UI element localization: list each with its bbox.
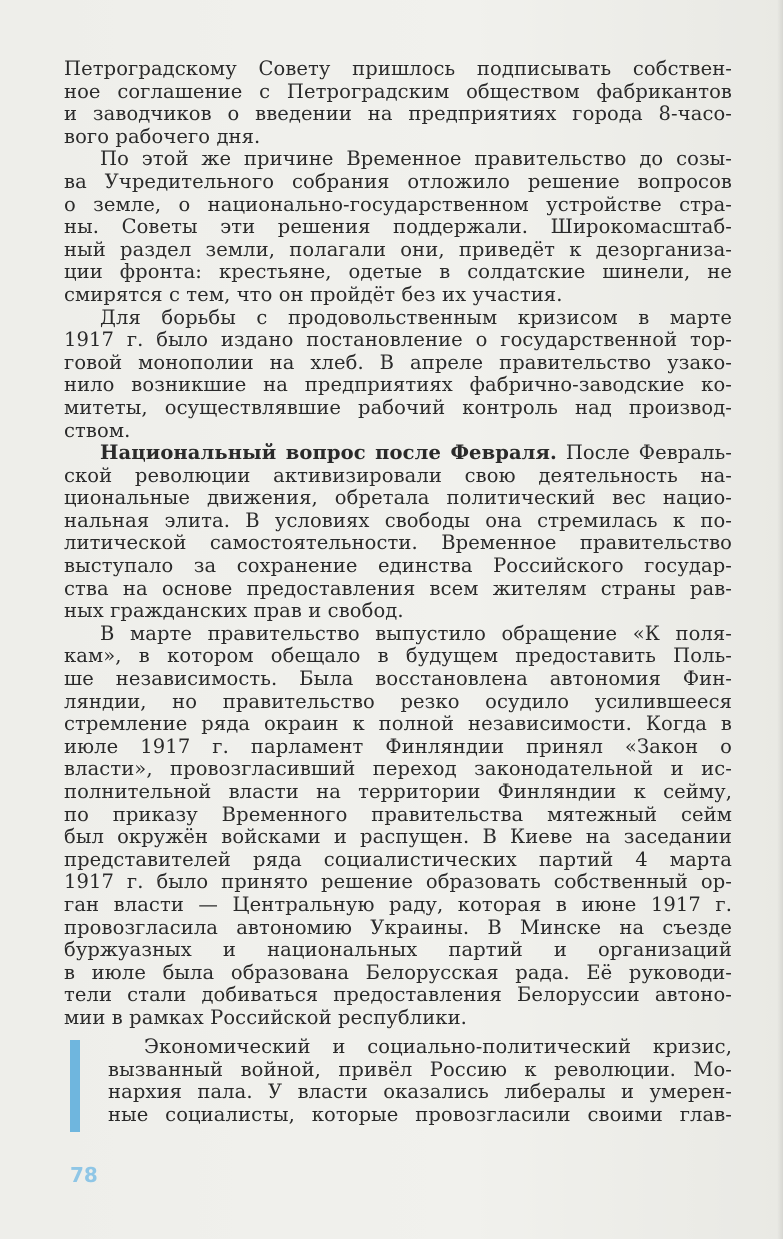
text-line: о земле, о национально-государственном устройстве стра- [64,192,732,216]
text-line: ской революции активизировали свою деятельность на- [64,463,732,487]
text-line: был окружён войсками и распущен. В Киеве на заседании [64,825,732,849]
text-line: Для борьбы с продовольственным кризисом в марте [100,305,732,329]
text-line: стремление ряда окраин к полной независимости. Когда в [64,712,732,736]
text-line: митеты, осуществлявшие рабочий контроль над производ- [64,395,732,419]
text-line: ных гражданских прав и свобод. [64,599,404,623]
text-line: провозгласила автономию Украины. В Минске на съезде [64,915,732,939]
text-line: буржуазных и национальных партий и организаций [64,938,732,962]
text-line: 1917 г. было принято решение образовать собственный ор- [64,870,732,894]
summary-line: ные социалисты, которые провозгласили своими глав- [108,1102,732,1126]
summary-line: Экономический и социально-политический кризис, [144,1035,732,1058]
text-line: полнительной власти на территории Финляндии к сейму, [64,780,732,803]
text-line: По этой же причине Временное правительство до созы- [100,147,732,171]
text-line: власти», провозгласивший переход законодательной и ис- [64,757,732,781]
text-line: ный раздел земли, полагали они, приведёт к дезорганиза- [64,237,732,261]
text-line: ва Учредительного собрания отложило решение вопросов [64,169,732,193]
text-line: и заводчиков о введении на предприятиях города 8-часо- [64,102,732,126]
text-line: нило возникшие на предприятиях фабрично-заводские ко- [64,373,732,397]
text-line: ны. Советы эти решения поддержали. Широкомасштаб- [64,215,732,239]
text-line: представителей ряда социалистических партий 4 марта [64,847,732,871]
section-heading: Национальный вопрос после Февраля. [100,441,557,465]
heading-line-continuation: После Февраль- [556,441,732,465]
text-line: ства на основе предоставления всем жителям страны рав- [64,576,732,600]
text-line: по приказу Временного правительства мятежный сейм [64,802,732,826]
text-line: ством. [64,418,131,442]
text-line: июле 1917 г. парламент Финляндии принял «Закон о [64,734,732,758]
text-line: вого рабочего дня. [64,124,261,148]
text-line: ции фронта: крестьяне, одетые в солдатские шинели, не [64,260,732,284]
page-edge-shadow [777,0,783,1239]
text-line: кам», в котором обещало в будущем предоставить Поль- [64,644,732,668]
text-line: тели стали добиваться предоставления Белоруссии автоно- [64,983,732,1007]
text-line: ган власти — Центральную раду, которая в июне 1917 г. [64,892,732,916]
text-line: 1917 г. было издано постановление о государственной тор- [64,328,732,352]
text-line: В марте правительство выпустило обращение «К поля- [100,621,732,645]
main-text [64,58,732,1030]
text-line: в июле была образована Белорусская рада. Её руководи- [64,960,732,984]
text-line: выступало за сохранение единства Российского государ- [64,554,732,578]
summary-text [108,1036,732,1126]
page-number: 78 [70,1163,98,1187]
text-line: ное соглашение с Петроградским обществом фабрикантов [64,79,732,103]
text-line: нальная элита. В условиях свободы она стремилась к по- [64,508,732,532]
text-line: Петроградскому Совету пришлось подписывать собствен- [64,57,732,80]
text-line: литической самостоятельности. Временное правительство [64,531,732,555]
text-line: говой монополии на хлеб. В апреле правительство узако- [64,350,732,374]
summary-accent-bar [70,1040,80,1132]
section-heading-line [64,442,732,465]
text-line: циональные движения, обретала политический вес нацио- [64,486,732,510]
text-line: мии в рамках Российской республики. [64,1005,467,1029]
summary-line: вызванный войной, привёл Россию к революции. Мо- [108,1057,732,1081]
summary-line: нархия пала. У власти оказались либералы и умерен- [108,1080,732,1104]
text-line: ше независимость. Была восстановлена автономия Фин- [64,667,732,691]
text-line: смирятся с тем, что он пройдёт без их участия. [64,282,563,306]
text-line: ляндии, но правительство резко осудило усилившееся [64,689,732,713]
